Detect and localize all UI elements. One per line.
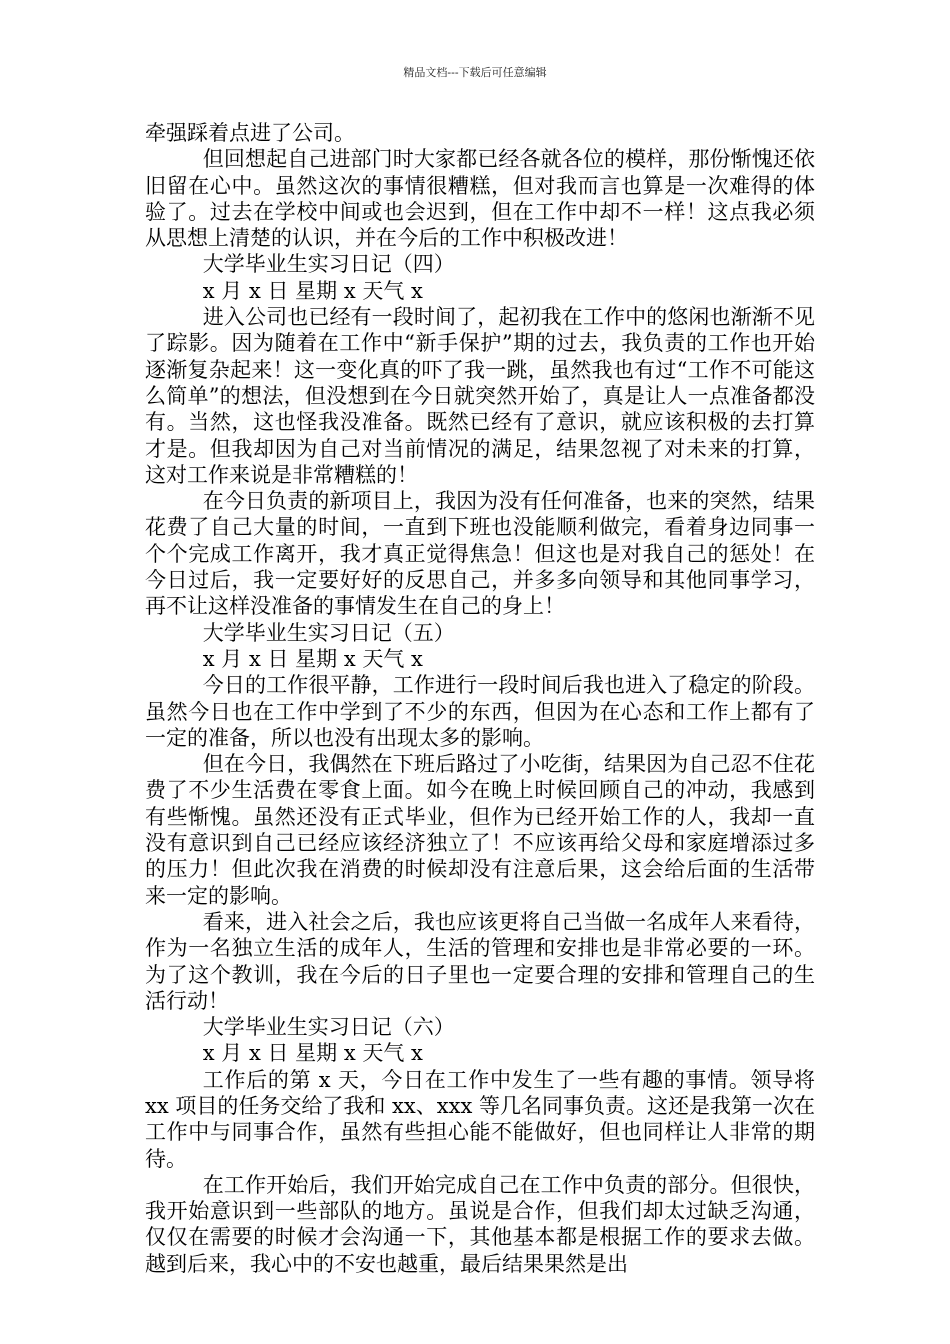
page-header: 精品文档---下载后可任意编辑	[403, 66, 547, 79]
paragraph: 在今日负责的新项目上，我因为没有任何准备，也来的突然，结果花费了自己大量的时间，一直到下班也没能顺利做完，看着身边同事一个个完成工作离开，我才真正觉得焦急！但这也是对我自己的惩处！在今日过后，我一定要好好的反思自己，并多多向领导和其他同事学习，再不让这样没准备的事情发生在自己的身上！	[145, 489, 815, 619]
paragraph: 但在今日，我偶然在下班后路过了小吃街，结果因为自己忍不住花费了不少生活费在零食上面。如今在晚上时候回顾自己的冲动，我感到有些惭愧。虽然还没有正式毕业，但作为已经开始工作的人，我却一直没有意识到自己已经应该经济独立了！不应该再给父母和家庭增添过多的压力！但此次我在消费的时候却没有注意后果，这会给后面的生活带来一定的影响。	[145, 752, 815, 908]
paragraph: 工作后的第 x 天，今日在工作中发生了一些有趣的事情。领导将 xx 项目的任务交给了我和 xx、xxx 等几名同事负责。这还是我第一次在工作中与同事合作，虽然有些担心能不能做好，但也同样让人非常的期待。	[145, 1067, 815, 1171]
diary-title: 大学毕业生实习日记（四）	[202, 252, 455, 277]
paragraph: 牵强踩着点进了公司。	[145, 121, 355, 145]
diary-title: 大学毕业生实习日记（六）	[202, 1015, 455, 1040]
diary-date-line: x 月 x 日 星期 x 天气 x	[202, 278, 423, 303]
paragraph: 但回想起自己进部门时大家都已经各就各位的模样，那份惭愧还依旧留在心中。虽然这次的事情很糟糕，但对我而言也算是一次难得的体验了。过去在学校中间或也会迟到，但在工作中却不一样！这点我必须从思想上清楚的认识，并在今后的工作中积极改进！	[145, 147, 815, 251]
document-body	[145, 120, 815, 1277]
diary-date-line: x 月 x 日 星期 x 天气 x	[202, 1041, 423, 1066]
paragraph: 今日的工作很平静，工作进行一段时间后我也进入了稳定的阶段。虽然今日也在工作中学到了不少的东西，但因为在心态和工作上都有了一定的准备，所以也没有出现太多的影响。	[145, 673, 815, 750]
diary-title: 大学毕业生实习日记（五）	[202, 620, 455, 645]
paragraph: 在工作开始后，我们开始完成自己在工作中负责的部分。但很快，我开始意识到一些部队的地方。虽说是合作，但我们却太过缺乏沟通，仅仅在需要的时候才会沟通一下，其他基本都是根据工作的要求去做。越到后来，我心中的不安也越重，最后结果果然是出	[145, 1172, 815, 1276]
paragraph: 进入公司也已经有一段时间了，起初我在工作中的悠闲也渐渐不见了踪影。因为随着在工作中“新手保护”期的过去，我负责的工作也开始逐渐复杂起来！这一变化真的吓了我一跳，虽然我也有过“工作不可能这么简单”的想法，但没想到在今日就突然开始了，真是让人一点准备都没有。当然，这也怪我没准备。既然已经有了意识，就应该积极的去打算才是。但我却因为自己对当前情况的满足，结果忽视了对未来的打算，这对工作来说是非常糟糕的！	[145, 305, 815, 487]
paragraph: 看来，进入社会之后，我也应该更将自己当做一名成年人来看待，作为一名独立生活的成年人，生活的管理和安排也是非常必要的一环。为了这个教训，我在今后的日子里也一定要合理的安排和管理自己的生活行动！	[145, 909, 815, 1013]
diary-date-line: x 月 x 日 星期 x 天气 x	[202, 646, 423, 671]
